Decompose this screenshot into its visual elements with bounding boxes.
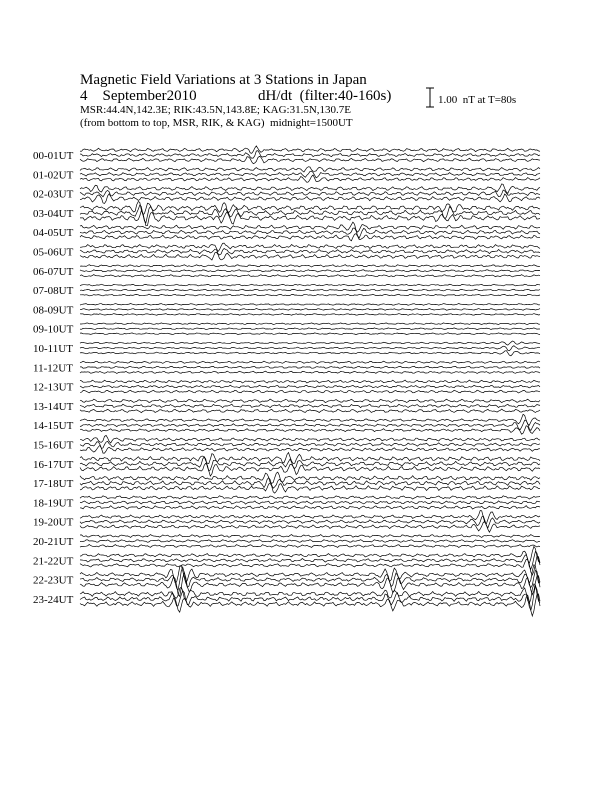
hour-label: 06-07UT bbox=[33, 265, 74, 278]
hour-label: 03-04UT bbox=[33, 207, 74, 220]
hour-label: 14-15UT bbox=[33, 420, 74, 433]
hour-row-20-21UT bbox=[33, 535, 540, 548]
hour-label: 00-01UT bbox=[33, 150, 74, 162]
trace-kag bbox=[80, 243, 540, 251]
trace-kag bbox=[80, 222, 540, 232]
hour-row-06-07UT bbox=[33, 265, 540, 278]
chart-subtitle: dH/dt (filter:40-160s) bbox=[258, 88, 392, 104]
trace-msr bbox=[80, 371, 540, 373]
trace-msr bbox=[80, 557, 540, 575]
hour-label: 01-02UT bbox=[33, 169, 74, 182]
hour-label: 13-14UT bbox=[33, 400, 74, 413]
hour-row-08-09UT bbox=[33, 304, 540, 317]
trace-rik bbox=[80, 516, 540, 528]
trace-kag bbox=[80, 304, 540, 306]
trace-kag bbox=[80, 584, 540, 604]
trace-rik bbox=[80, 328, 540, 330]
trace-rik bbox=[80, 366, 540, 368]
hour-label: 12-13UT bbox=[33, 381, 74, 394]
trace-rik bbox=[80, 249, 540, 255]
hour-row-14-15UT bbox=[33, 414, 540, 434]
trace-kag bbox=[80, 284, 540, 286]
trace-rik bbox=[80, 228, 540, 238]
hour-row-09-10UT bbox=[33, 323, 540, 336]
trace-rik bbox=[80, 501, 540, 504]
scale-bar-label: 1.00 nT at T=80s bbox=[438, 94, 517, 106]
trace-msr bbox=[80, 506, 540, 510]
hour-label: 20-21UT bbox=[33, 536, 74, 548]
trace-kag bbox=[80, 496, 540, 499]
hour-label: 08-09UT bbox=[33, 304, 74, 317]
trace-rik bbox=[80, 346, 540, 351]
trace-msr bbox=[80, 483, 540, 493]
trace-rik bbox=[80, 552, 540, 570]
hour-label: 23-24UT bbox=[33, 593, 74, 606]
hour-label: 10-11UT bbox=[33, 343, 73, 355]
trace-kag bbox=[80, 146, 540, 153]
hour-row-01-02UT bbox=[33, 167, 540, 183]
trace-rik bbox=[80, 404, 540, 408]
hour-row-13-14UT bbox=[33, 399, 540, 413]
trace-msr bbox=[80, 351, 540, 356]
hour-row-03-04UT bbox=[33, 202, 540, 226]
trace-rik bbox=[80, 441, 540, 448]
hour-row-12-13UT bbox=[33, 380, 540, 394]
trace-msr bbox=[80, 426, 540, 435]
trace-msr bbox=[80, 390, 540, 393]
hour-row-16-17UT bbox=[33, 453, 540, 477]
hour-label: 19-20UT bbox=[33, 516, 74, 529]
hour-label: 17-18UT bbox=[33, 478, 74, 491]
trace-msr bbox=[80, 275, 540, 277]
trace-kag bbox=[80, 535, 540, 538]
trace-rik bbox=[80, 540, 540, 543]
trace-msr bbox=[80, 294, 540, 296]
trace-msr bbox=[80, 445, 540, 453]
trace-msr bbox=[80, 175, 540, 182]
station-coordinates: MSR:44.4N,142.3E; RIK:43.5N,143.8E; KAG:31.5N,130.7E bbox=[80, 104, 352, 116]
hour-label: 02-03UT bbox=[33, 188, 74, 201]
trace-rik bbox=[80, 567, 540, 590]
scale-bar bbox=[426, 88, 434, 107]
trace-kag bbox=[80, 265, 540, 267]
hour-label: 15-16UT bbox=[33, 439, 74, 452]
hour-row-15-16UT bbox=[33, 435, 540, 453]
trace-rik bbox=[80, 478, 540, 489]
trace-kag bbox=[80, 341, 540, 345]
trace-rik bbox=[80, 309, 540, 311]
hour-label: 22-23UT bbox=[33, 574, 74, 587]
hour-row-02-03UT bbox=[33, 184, 540, 204]
trace-msr bbox=[80, 211, 540, 226]
hour-label: 07-08UT bbox=[33, 285, 74, 298]
hour-label: 05-06UT bbox=[33, 246, 74, 259]
trace-msr bbox=[80, 521, 540, 532]
trace-kag bbox=[80, 380, 540, 383]
trace-rik bbox=[80, 190, 540, 197]
trace-kag bbox=[80, 414, 540, 425]
trace-kag bbox=[80, 323, 540, 325]
trace-msr bbox=[80, 156, 540, 163]
hour-row-22-23UT bbox=[33, 565, 540, 597]
trace-msr bbox=[80, 194, 540, 204]
hour-row-19-20UT bbox=[33, 511, 540, 533]
trace-rik bbox=[80, 385, 540, 388]
hour-row-05-06UT bbox=[33, 243, 540, 260]
chart-date: 4 September2010 bbox=[80, 88, 197, 104]
trace-kag bbox=[80, 361, 540, 363]
trace-msr bbox=[80, 409, 540, 413]
trace-rik bbox=[80, 270, 540, 272]
chart-title: Magnetic Field Variations at 3 Stations in Japan bbox=[80, 72, 367, 88]
trace-rik bbox=[80, 586, 540, 611]
trace-msr bbox=[80, 545, 540, 548]
trace-msr bbox=[80, 234, 540, 241]
hour-label: 04-05UT bbox=[33, 227, 74, 240]
trace-order-note: (from bottom to top, MSR, RIK, & KAG) midnight=1500UT bbox=[80, 117, 353, 129]
trace-msr bbox=[80, 314, 540, 316]
hour-row-18-19UT bbox=[33, 496, 540, 510]
hour-row-07-08UT bbox=[33, 284, 540, 297]
hour-label: 11-12UT bbox=[33, 362, 73, 375]
trace-rik bbox=[80, 420, 540, 430]
hour-label: 09-10UT bbox=[33, 323, 74, 336]
hour-row-10-11UT bbox=[33, 341, 540, 356]
hour-label: 18-19UT bbox=[33, 497, 74, 510]
hour-row-00-01UT bbox=[33, 146, 540, 164]
hour-label: 16-17UT bbox=[33, 458, 74, 471]
hour-row-21-22UT bbox=[33, 546, 540, 575]
hour-row-17-18UT bbox=[33, 472, 540, 493]
hour-row-11-12UT bbox=[33, 361, 540, 374]
hour-label: 21-22UT bbox=[33, 555, 74, 568]
trace-msr bbox=[80, 333, 540, 335]
trace-rik bbox=[80, 289, 540, 291]
hour-row-23-24UT bbox=[33, 584, 540, 616]
trace-rik bbox=[80, 205, 540, 223]
trace-kag bbox=[80, 399, 540, 403]
trace-rik bbox=[80, 171, 540, 178]
trace-kag bbox=[80, 435, 540, 443]
trace-rik bbox=[80, 151, 540, 159]
hour-row-04-05UT bbox=[33, 222, 540, 241]
